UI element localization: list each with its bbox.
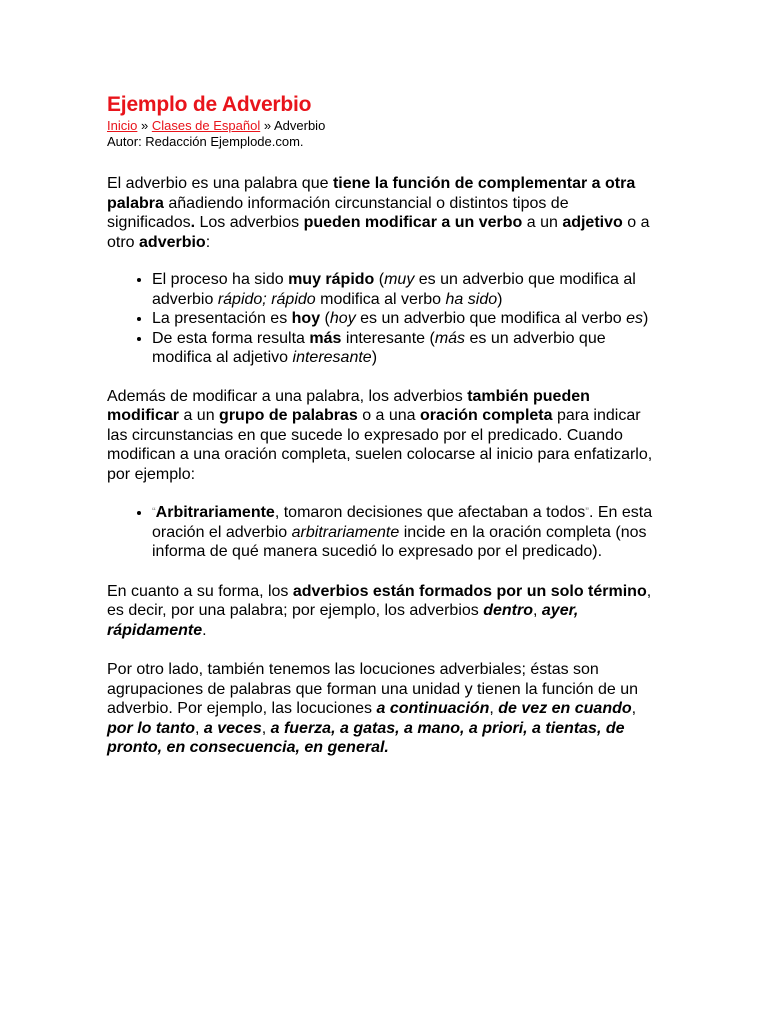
intro-paragraph bbox=[107, 174, 659, 252]
text: modifica al verbo bbox=[315, 290, 446, 308]
text: , bbox=[631, 700, 637, 717]
text: La presentación es bbox=[152, 310, 292, 327]
emphasis: . bbox=[190, 214, 196, 231]
text: El proceso ha sido bbox=[152, 271, 289, 288]
text: interesante ( bbox=[341, 329, 435, 347]
italic-term: ha sido bbox=[445, 290, 498, 308]
text: o a otro bbox=[107, 214, 650, 251]
text: . En esta oración el adverbio bbox=[152, 504, 653, 541]
example-list bbox=[107, 270, 659, 368]
text: . bbox=[202, 621, 207, 639]
text: Los adverbios bbox=[195, 214, 304, 231]
text: ( bbox=[374, 271, 385, 288]
paragraph-form bbox=[107, 582, 659, 641]
text: ( bbox=[320, 310, 330, 327]
bold-italic-term: a continuación bbox=[376, 700, 490, 717]
bold-italic-term: de vez en cuando bbox=[498, 700, 632, 717]
italic-term: hoy bbox=[329, 310, 356, 327]
example-list bbox=[107, 503, 659, 562]
author-line: Autor: Redacción Ejemplode.com. bbox=[107, 134, 304, 149]
text: para indicar las circunstancias en que sucede lo expresado por el predicado. Cuando modifican a una oración completa, suelen colocarse al inicio para enfatizarlo, por ejemplo: bbox=[107, 407, 653, 483]
bold-italic-term: dentro bbox=[483, 602, 533, 619]
text: El adverbio es una palabra que bbox=[107, 175, 333, 192]
text: ) bbox=[497, 290, 503, 308]
text: Por otro lado, también tenemos las locuciones adverbiales; éstas son agrupaciones de palabras que forman una unidad y tienen la función de un adverbio. Por ejemplo, las locuciones bbox=[107, 661, 639, 717]
emphasis: grupo de palabras bbox=[219, 407, 358, 424]
emphasis: muy rápido bbox=[288, 271, 375, 288]
text: , bbox=[261, 719, 271, 737]
emphasis: adjetivo bbox=[562, 214, 623, 231]
emphasis: pueden modificar a un verbo bbox=[303, 214, 523, 231]
list-item bbox=[152, 503, 659, 562]
text: De esta forma resulta bbox=[152, 329, 310, 347]
paragraph-groups bbox=[107, 387, 659, 485]
text: o a una bbox=[357, 407, 421, 424]
breadcrumb bbox=[107, 118, 659, 134]
text: ) bbox=[371, 349, 378, 366]
emphasis: adverbio bbox=[139, 233, 206, 251]
italic-term: más bbox=[434, 329, 466, 347]
breadcrumb-current: Adverbio bbox=[273, 118, 326, 133]
italic-term: es bbox=[626, 310, 643, 327]
list-item bbox=[152, 329, 659, 368]
emphasis: oración completa bbox=[420, 407, 553, 424]
quote-mark: “ bbox=[152, 506, 156, 518]
bold-italic-term: a fuerza, a gatas, a mano, a priori, a tientas, de pronto, en consecuencia, en general. bbox=[107, 719, 625, 756]
text: En cuanto a su forma, los bbox=[107, 582, 293, 600]
text: , bbox=[194, 719, 204, 737]
quote-mark: ” bbox=[585, 506, 589, 518]
text: es un adverbio que modifica al verbo bbox=[355, 310, 627, 327]
text: , tomaron decisiones que afectaban a todos bbox=[274, 504, 586, 521]
text: añadiendo información circunstancial o distintos tipos de significados bbox=[107, 194, 569, 231]
article bbox=[107, 92, 659, 758]
emphasis: adverbios están formados por un solo término bbox=[292, 582, 647, 600]
breadcrumb-section-link[interactable]: Clases de Español bbox=[151, 118, 261, 133]
text: es un adverbio que modifica al adjetivo bbox=[152, 329, 606, 366]
page-title: Ejemplo de Adverbio bbox=[107, 93, 312, 116]
emphasis: también pueden modificar bbox=[107, 387, 590, 424]
paragraph-locutions bbox=[107, 660, 659, 758]
text: ) bbox=[642, 310, 649, 327]
list-item bbox=[152, 270, 659, 309]
breadcrumb-separator: » bbox=[137, 118, 152, 133]
text: a un bbox=[179, 407, 220, 424]
emphasis: más bbox=[309, 329, 342, 347]
text: , bbox=[489, 700, 499, 717]
text: a un bbox=[522, 214, 563, 231]
bold-italic-term: ayer, rápidamente bbox=[107, 602, 579, 639]
text: Además de modificar a una palabra, los adverbios bbox=[107, 387, 468, 405]
italic-term: rápido; rápido bbox=[217, 290, 316, 308]
italic-term: interesante bbox=[292, 349, 372, 366]
bold-italic-term: por lo tanto bbox=[107, 719, 195, 737]
emphasis: tiene la función de complementar a otra palabra bbox=[107, 175, 636, 212]
text: , bbox=[533, 602, 542, 619]
text: es un adverbio que modifica al adverbio bbox=[152, 271, 636, 308]
breadcrumb-home-link[interactable]: Inicio bbox=[107, 118, 138, 133]
italic-term: muy bbox=[384, 271, 415, 288]
italic-term: arbitrariamente bbox=[291, 523, 400, 541]
text: , es decir, por una palabra; por ejemplo, los adverbios bbox=[107, 582, 652, 619]
emphasis: Arbitrariamente bbox=[155, 504, 275, 521]
text: incide en la oración completa (nos informa de qué manera sucedió lo expresado por el predicado). bbox=[152, 523, 647, 560]
text: : bbox=[205, 233, 211, 251]
breadcrumb-separator: » bbox=[260, 118, 274, 133]
emphasis: hoy bbox=[291, 310, 321, 327]
bold-italic-term: a veces bbox=[203, 719, 262, 737]
list-item bbox=[152, 309, 659, 329]
